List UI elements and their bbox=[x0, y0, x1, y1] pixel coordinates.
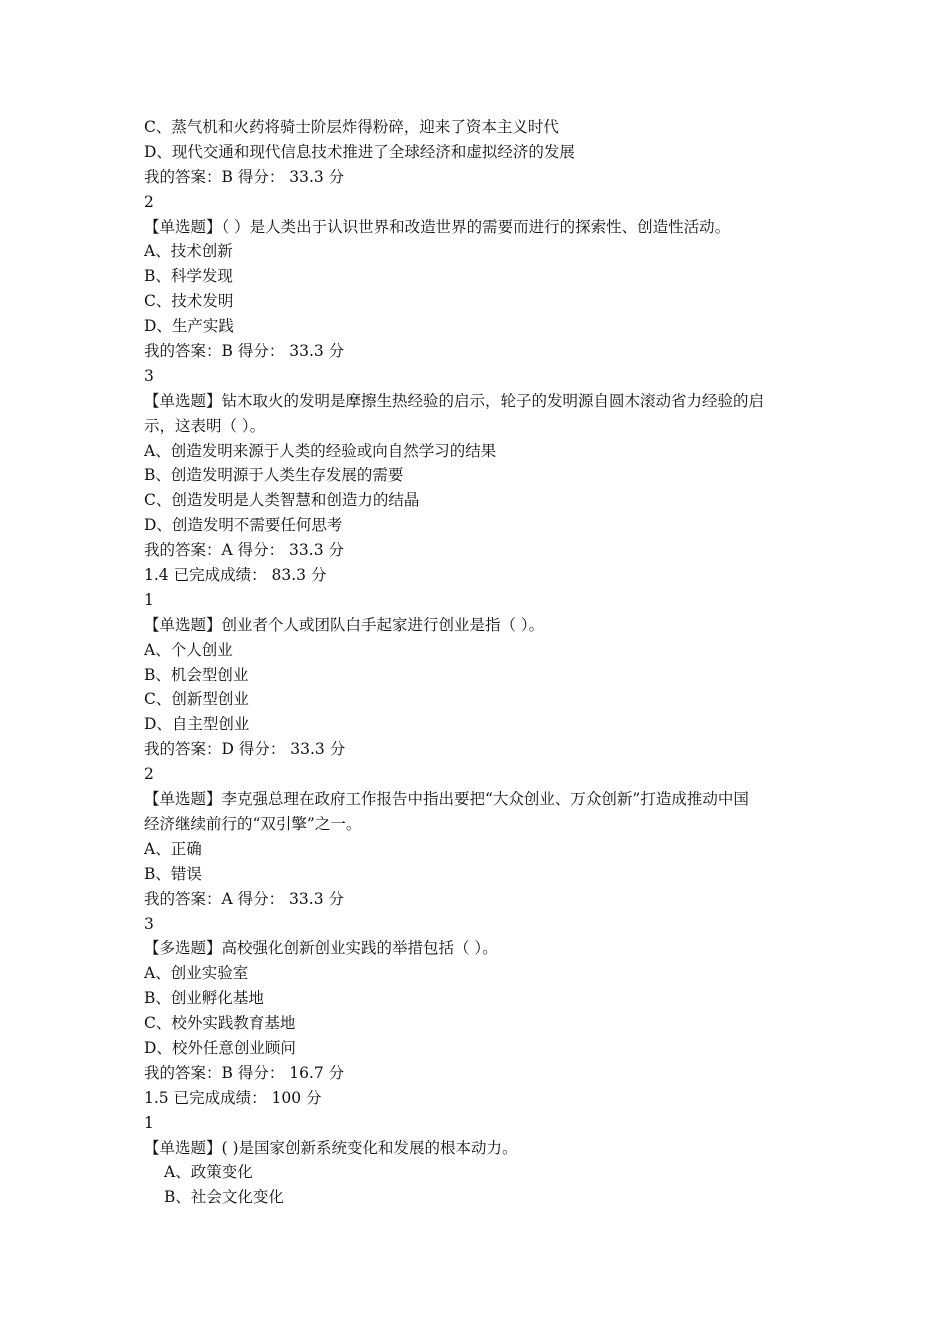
option-line: B、机会型创业 bbox=[144, 665, 249, 684]
answer-line: 我的答案：B 得分： 33.3 分 bbox=[144, 167, 345, 186]
option-line: A、个人创业 bbox=[144, 640, 233, 659]
option-line: C、蒸气机和火药将骑士阶层炸得粉碎，迎来了资本主义时代 bbox=[144, 118, 559, 136]
option-line: D、现代交通和现代信息技术推进了全球经济和虚拟经济的发展 bbox=[144, 142, 575, 161]
option-line: A、技术创新 bbox=[144, 242, 233, 261]
option-line: C、校外实践教育基地 bbox=[144, 1014, 296, 1033]
option-line: D、生产实践 bbox=[144, 317, 234, 336]
option-line: B、错误 bbox=[144, 864, 202, 883]
question-number: 2 bbox=[144, 192, 154, 211]
section-score: 1.4 已完成成绩： 83.3 分 bbox=[144, 566, 327, 585]
question-text: 【单选题】创业者个人或团队白手起家进行创业是指（ ）。 bbox=[144, 615, 545, 634]
option-line: B、科学发现 bbox=[144, 267, 233, 286]
question-text: 示，这表明（ ）。 bbox=[144, 416, 266, 435]
answer-line: 我的答案：B 得分： 33.3 分 bbox=[144, 342, 345, 361]
option-line: A、创造发明来源于人类的经验或向自然学习的结果 bbox=[144, 441, 497, 460]
question-number: 1 bbox=[144, 1113, 154, 1132]
option-line: A、政策变化 bbox=[164, 1163, 253, 1182]
option-line: C、创造发明是人类智慧和创造力的结晶 bbox=[144, 491, 420, 510]
question-text: 【单选题】钻木取火的发明是摩擦生热经验的启示，轮子的发明源自圆木滚动省力经验的启 bbox=[144, 391, 765, 410]
question-text: 【单选题】( )是国家创新系统变化和发展的根本动力。 bbox=[144, 1138, 518, 1157]
question-text: 经济继续前行的“双引擎”之一。 bbox=[144, 814, 362, 833]
option-line: A、正确 bbox=[144, 839, 202, 858]
option-line: B、社会文化变化 bbox=[164, 1188, 284, 1207]
section-score: 1.5 已完成成绩： 100 分 bbox=[144, 1088, 322, 1107]
question-text: 【单选题】（ ）是人类出于认识世界和改造世界的需要而进行的探索性、创造性活动。 bbox=[144, 217, 731, 236]
answer-line: 我的答案：B 得分： 16.7 分 bbox=[144, 1063, 345, 1082]
option-line: D、创造发明不需要任何思考 bbox=[144, 516, 343, 535]
question-text: 【多选题】高校强化创新创业实践的举措包括（ ）。 bbox=[144, 939, 498, 958]
option-line: B、创业孵化基地 bbox=[144, 989, 264, 1008]
option-line: A、创业实验室 bbox=[144, 964, 249, 983]
answer-line: 我的答案：A 得分： 33.3 分 bbox=[144, 889, 344, 908]
question-number: 3 bbox=[144, 914, 154, 933]
answer-line: 我的答案：A 得分： 33.3 分 bbox=[144, 541, 344, 560]
question-number: 2 bbox=[144, 765, 154, 784]
option-line: D、校外任意创业顾问 bbox=[144, 1038, 296, 1057]
option-line: C、创新型创业 bbox=[144, 690, 249, 709]
answer-line: 我的答案：D 得分： 33.3 分 bbox=[144, 740, 346, 759]
question-number: 1 bbox=[144, 590, 154, 609]
option-line: D、自主型创业 bbox=[144, 715, 250, 734]
option-line: C、技术发明 bbox=[144, 292, 234, 311]
question-number: 3 bbox=[144, 366, 154, 385]
option-line: B、创造发明源于人类生存发展的需要 bbox=[144, 466, 404, 485]
document-body bbox=[144, 115, 824, 1210]
question-text: 【单选题】李克强总理在政府工作报告中指出要把“大众创业、万众创新”打造成推动中国 bbox=[144, 790, 749, 809]
